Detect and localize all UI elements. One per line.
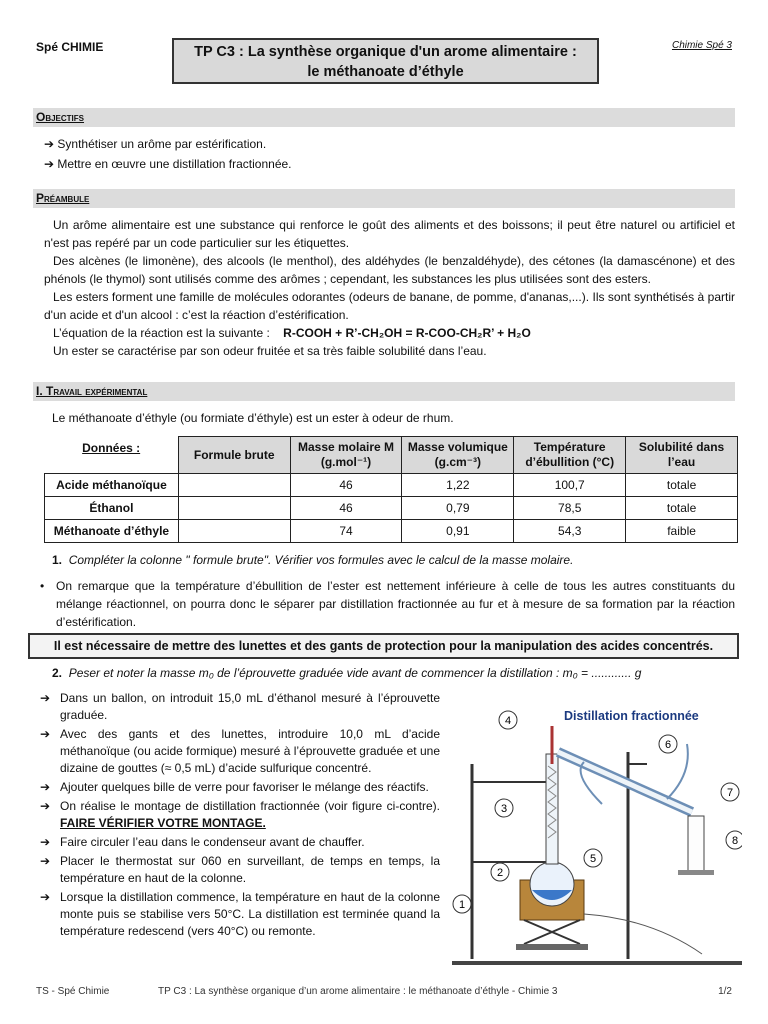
paragraph: Un ester se caractérise par son odeur fruitée et sa très faible solubilité dans l’eau.	[53, 344, 487, 358]
question-number: 2.	[52, 666, 63, 680]
procedure-step	[40, 690, 440, 724]
arrow-icon: ➔	[40, 890, 51, 904]
cell-formule	[178, 497, 290, 520]
objective-item: ➔ Synthétiser un arôme par estérification.	[44, 137, 267, 151]
cell-sol: totale	[626, 497, 738, 520]
section-objectifs	[33, 108, 735, 127]
bullet-icon: •	[40, 579, 45, 593]
row-label: Méthanoate d’éthyle	[45, 520, 179, 543]
travail-intro: Le méthanoate d’éthyle (ou formiate d’éthyle) est un ester à odeur de rhum.	[52, 411, 454, 425]
procedure-step	[40, 779, 440, 796]
cell-M: 46	[290, 474, 402, 497]
row-label: Éthanol	[45, 497, 179, 520]
objective-text: Synthétiser un arôme par estérification.	[57, 137, 267, 151]
step-text: Placer le thermostat sur 060 en surveillant, de temps en temps, la température en haut de la colonne.	[60, 854, 440, 885]
arrow-icon: ➔	[40, 835, 51, 849]
row-label: Acide méthanoïque	[45, 474, 179, 497]
page-title	[172, 38, 599, 84]
distillation-figure	[452, 704, 742, 970]
lab-jack-small	[678, 870, 714, 875]
callout-5: 5	[589, 853, 597, 865]
paragraph: Des alcènes (le limonène), des alcools (le menthol), des aldéhydes (le benzaldéhyde), des cétones (la damascénone) et des phénols (le thymol) sont utilisés comme des arômes ; cependant, les substances les plus utilisées sont des esters.	[44, 254, 735, 286]
table-row	[45, 474, 738, 497]
cell-sol: faible	[626, 520, 738, 543]
col-header: Formule brute	[178, 437, 290, 474]
col-header: Masse volumique (g.cm⁻³)	[402, 437, 514, 474]
procedure-list	[40, 690, 440, 942]
arrow-icon: ➔	[40, 691, 51, 705]
title-line-1: TP C3 : La synthèse organique d'un arome alimentaire :	[194, 44, 577, 60]
col-header: Masse molaire M (g.mol⁻¹)	[290, 437, 402, 474]
arrow-icon: ➔	[40, 727, 51, 741]
cell-M: 74	[290, 520, 402, 543]
section-preambule	[33, 189, 735, 208]
title-line-2: le méthanoate d’éthyle	[307, 64, 464, 80]
question-text: Compléter la colonne " formule brute". Vérifier vos formules avec le calcul de la masse molaire.	[68, 553, 574, 567]
col-header: Température d’ébullition (°C)	[514, 437, 626, 474]
footer-center: TP C3 : La synthèse organique d’un arome alimentaire : le méthanoate d’éthyle - Chimie 3	[158, 986, 558, 997]
section-travail	[33, 382, 735, 401]
cell-formule	[178, 520, 290, 543]
vigreux-column	[546, 754, 558, 864]
step-text: Ajouter quelques bille de verre pour favoriser le mélange des réactifs.	[60, 780, 429, 794]
table-row	[45, 497, 738, 520]
step-text: Avec des gants et des lunettes, introduire 10,0 mL d’acide méthanoïque (ou acide formique) mesuré à l’éprouvette graduée et une dizaine de gouttes (≈ 0,5 mL) d’acide sulfurique concentré.	[60, 727, 440, 775]
cell-formule	[178, 474, 290, 497]
question-2	[52, 666, 641, 680]
objective-item: ➔ Mettre en œuvre une distillation fractionnée.	[44, 157, 292, 171]
safety-warning: Il est nécessaire de mettre des lunettes et des gants de protection pour la manipulation des acides concentrés.	[28, 633, 739, 659]
procedure-step	[40, 726, 440, 777]
step-text: On réalise le montage de distillation fractionnée (voir figure ci-contre).	[60, 799, 440, 813]
cell-rho: 0,79	[402, 497, 514, 520]
header-subject: Spé CHIMIE	[36, 40, 104, 54]
arrow-icon: ➔	[40, 780, 51, 794]
step-emphasis: FAIRE VÉRIFIER VOTRE MONTAGE.	[60, 816, 266, 830]
callout-2: 2	[496, 867, 504, 879]
section-heading: Objectifs	[36, 110, 85, 124]
cell-rho: 0,91	[402, 520, 514, 543]
jack-base	[516, 944, 588, 950]
arrow-icon: ➔	[40, 854, 51, 868]
callout-7: 7	[726, 787, 734, 799]
cell-teb: 78,5	[514, 497, 626, 520]
callout-6: 6	[664, 739, 672, 751]
figure-title: Distillation fractionnée	[564, 709, 699, 723]
question-1	[52, 553, 573, 567]
table-row	[45, 520, 738, 543]
table-corner: Données :	[45, 437, 179, 474]
paragraph: Les esters forment une famille de molécules odorantes (odeurs de banane, de pomme, d'ananas,...). Ils sont synthétisés à partir d'un acide et d'un alcool : c’est la réaction d’estérification.	[44, 290, 735, 322]
callout-1: 1	[458, 899, 466, 911]
procedure-step	[40, 798, 440, 832]
remark	[40, 577, 735, 631]
header-course: Chimie Spé 3	[671, 40, 732, 51]
cell-sol: totale	[626, 474, 738, 497]
section-heading: Préambule	[36, 191, 90, 205]
procedure-step	[40, 889, 440, 940]
paragraph: Un arôme alimentaire est une substance qui renforce le goût des aliments et des boissons; il peut être naturel ou artificiel et n'est pas repéré par un code particulier sur les étiquettes.	[44, 218, 735, 250]
callout-4: 4	[504, 715, 512, 727]
equation-label: L’équation de la réaction est la suivante :	[53, 326, 270, 340]
preambule-text	[44, 216, 735, 360]
graduated-cylinder	[688, 816, 704, 872]
arrow-icon: ➔	[40, 799, 51, 813]
footer-left: TS - Spé Chimie	[36, 986, 110, 997]
equation: R-COOH + R’-CH₂OH = R-COO-CH₂R’ + H₂O	[283, 326, 531, 340]
cell-M: 46	[290, 497, 402, 520]
question-text: Peser et noter la masse m₀ de l’éprouvette graduée vide avant de commencer la distillation : m₀ = ............ g	[68, 666, 642, 680]
cell-teb: 54,3	[514, 520, 626, 543]
callout-3: 3	[500, 803, 508, 815]
equation-line	[44, 324, 735, 342]
procedure-step	[40, 853, 440, 887]
remark-text: On remarque que la température d’ébullition de l’ester est nettement inférieure à celle de tous les autres constituants du mélange réactionnel, on pourra donc le séparer par distillation fractionnée au fur et à mesure de sa formation par la réaction d’estérification.	[56, 579, 735, 629]
cell-teb: 100,7	[514, 474, 626, 497]
objective-text: Mettre en œuvre une distillation fractionnée.	[57, 157, 292, 171]
callout-8: 8	[731, 835, 739, 847]
step-text: Lorsque la distillation commence, la température en haut de la colonne monte puis se stabilise vers 50°C. La distillation est terminée quand la température redescend (vers 40°C) ou remonte.	[60, 890, 440, 938]
cell-rho: 1,22	[402, 474, 514, 497]
procedure-step	[40, 834, 440, 851]
col-header: Solubilité dans l’eau	[626, 437, 738, 474]
table-header-row	[45, 437, 738, 474]
step-text: Dans un ballon, on introduit 15,0 mL d’éthanol mesuré à l’éprouvette graduée.	[60, 691, 440, 722]
data-table	[44, 436, 738, 543]
question-number: 1.	[52, 553, 63, 567]
step-text: Faire circuler l’eau dans le condenseur avant de chauffer.	[60, 835, 365, 849]
page-number: 1/2	[718, 986, 732, 997]
section-heading: I. Travail expérimental	[36, 384, 148, 398]
